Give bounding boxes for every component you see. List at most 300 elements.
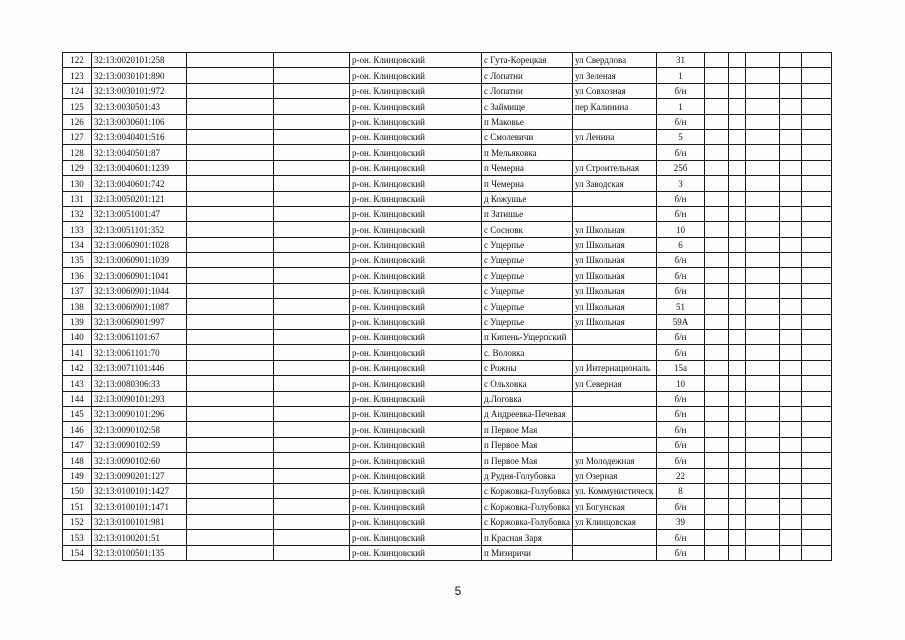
district-cell: р-он. Клинцовский (350, 160, 482, 175)
cadastral-number: 32:13:0090102:59 (92, 437, 187, 452)
page-number: 5 (454, 584, 462, 598)
empty-cell (187, 299, 274, 314)
empty-cell (705, 53, 729, 68)
street-cell (573, 114, 657, 129)
empty-cell (187, 330, 274, 345)
table-row (63, 360, 832, 375)
settlement-cell: д Кожушье (482, 191, 573, 206)
cadastral-number: 32:13:0040501:87 (92, 145, 187, 160)
empty-cell (802, 499, 832, 514)
empty-cell (746, 530, 780, 545)
table-row (63, 468, 832, 483)
street-cell (573, 406, 657, 421)
empty-cell (746, 330, 780, 345)
table-row (63, 129, 832, 144)
empty-cell (274, 499, 350, 514)
district-cell: р-он. Клинцовский (350, 83, 482, 98)
empty-cell (729, 299, 746, 314)
empty-cell (729, 406, 746, 421)
district-cell: р-он. Клинцовский (350, 360, 482, 375)
empty-cell (746, 129, 780, 144)
empty-cell (705, 330, 729, 345)
empty-cell (746, 99, 780, 114)
empty-cell (746, 176, 780, 191)
empty-cell (274, 129, 350, 144)
empty-cell (187, 514, 274, 529)
empty-cell (187, 176, 274, 191)
empty-cell (746, 391, 780, 406)
empty-cell (729, 360, 746, 375)
cadastral-number: 32:13:0060901:1087 (92, 299, 187, 314)
settlement-cell: с Ущерпье (482, 253, 573, 268)
settlement-cell: с Ущерпье (482, 283, 573, 298)
district-cell: р-он. Клинцовский (350, 191, 482, 206)
house-cell: 59А (657, 314, 705, 329)
empty-cell (746, 237, 780, 252)
cadastral-number: 32:13:0060901:1041 (92, 268, 187, 283)
district-cell: р-он. Клинцовский (350, 530, 482, 545)
house-cell: 6 (657, 237, 705, 252)
street-cell (573, 437, 657, 452)
settlement-cell: с Ущерпье (482, 314, 573, 329)
empty-cell (187, 422, 274, 437)
empty-cell (802, 376, 832, 391)
house-cell: 31 (657, 53, 705, 68)
street-cell: ул Озерная (573, 468, 657, 483)
empty-cell (274, 530, 350, 545)
empty-cell (187, 53, 274, 68)
district-cell: р-он. Клинцовский (350, 422, 482, 437)
cadastral-number: 32:13:0061101:67 (92, 330, 187, 345)
row-number: 130 (63, 176, 92, 191)
empty-cell (746, 514, 780, 529)
empty-cell (274, 114, 350, 129)
empty-cell (187, 237, 274, 252)
street-cell: ул Ленина (573, 129, 657, 144)
table-row (63, 483, 832, 498)
empty-cell (274, 99, 350, 114)
row-number: 152 (63, 514, 92, 529)
house-cell: б/н (657, 191, 705, 206)
settlement-cell: с Рожны (482, 360, 573, 375)
empty-cell (705, 268, 729, 283)
empty-cell (274, 514, 350, 529)
empty-cell (802, 145, 832, 160)
empty-cell (746, 114, 780, 129)
empty-cell (746, 206, 780, 221)
district-cell: р-он. Клинцовский (350, 453, 482, 468)
empty-cell (802, 268, 832, 283)
row-number: 131 (63, 191, 92, 206)
empty-cell (780, 299, 802, 314)
empty-cell (274, 68, 350, 83)
row-number: 126 (63, 114, 92, 129)
street-cell: ул Школьная (573, 283, 657, 298)
empty-cell (729, 483, 746, 498)
empty-cell (780, 360, 802, 375)
empty-cell (187, 268, 274, 283)
empty-cell (802, 222, 832, 237)
empty-cell (274, 406, 350, 421)
row-number: 148 (63, 453, 92, 468)
row-number: 138 (63, 299, 92, 314)
empty-cell (802, 160, 832, 175)
empty-cell (729, 253, 746, 268)
empty-cell (274, 283, 350, 298)
house-cell: 39 (657, 514, 705, 529)
settlement-cell: с Ущерпье (482, 237, 573, 252)
empty-cell (802, 114, 832, 129)
house-cell: б/н (657, 268, 705, 283)
row-number: 147 (63, 437, 92, 452)
empty-cell (802, 99, 832, 114)
street-cell: ул Интернациональ (573, 360, 657, 375)
district-cell: р-он. Клинцовский (350, 376, 482, 391)
empty-cell (705, 422, 729, 437)
register-table (62, 52, 832, 561)
street-cell: ул Заводская (573, 176, 657, 191)
table-row (63, 283, 832, 298)
empty-cell (274, 545, 350, 560)
empty-cell (705, 453, 729, 468)
empty-cell (705, 406, 729, 421)
empty-cell (187, 253, 274, 268)
settlement-cell: с Ольховка (482, 376, 573, 391)
empty-cell (746, 345, 780, 360)
empty-cell (274, 437, 350, 452)
empty-cell (780, 222, 802, 237)
settlement-cell: с Смолевичи (482, 129, 573, 144)
empty-cell (729, 314, 746, 329)
empty-cell (746, 360, 780, 375)
empty-cell (780, 68, 802, 83)
district-cell: р-он. Клинцовский (350, 176, 482, 191)
street-cell: ул Свердлова (573, 53, 657, 68)
empty-cell (187, 222, 274, 237)
house-cell: б/н (657, 437, 705, 452)
table-row (63, 422, 832, 437)
row-number: 143 (63, 376, 92, 391)
district-cell: р-он. Клинцовский (350, 145, 482, 160)
district-cell: р-он. Клинцовский (350, 514, 482, 529)
row-number: 135 (63, 253, 92, 268)
cadastral-number: 32:13:0060901:1044 (92, 283, 187, 298)
settlement-cell: с Гута-Корецкая (482, 53, 573, 68)
cadastral-number: 32:13:0090201:127 (92, 468, 187, 483)
empty-cell (274, 330, 350, 345)
empty-cell (729, 530, 746, 545)
empty-cell (187, 437, 274, 452)
empty-cell (780, 391, 802, 406)
empty-cell (274, 299, 350, 314)
district-cell: р-он. Клинцовский (350, 114, 482, 129)
table-row (63, 176, 832, 191)
empty-cell (705, 145, 729, 160)
house-cell: 8 (657, 483, 705, 498)
district-cell: р-он. Клинцовский (350, 222, 482, 237)
empty-cell (780, 145, 802, 160)
row-number: 141 (63, 345, 92, 360)
street-cell: ул Зеленая (573, 68, 657, 83)
empty-cell (187, 376, 274, 391)
empty-cell (780, 99, 802, 114)
empty-cell (187, 114, 274, 129)
empty-cell (746, 191, 780, 206)
empty-cell (705, 468, 729, 483)
empty-cell (187, 206, 274, 221)
empty-cell (802, 406, 832, 421)
settlement-cell: п Затишье (482, 206, 573, 221)
empty-cell (187, 391, 274, 406)
empty-cell (780, 53, 802, 68)
settlement-cell: п Красная Заря (482, 530, 573, 545)
empty-cell (187, 99, 274, 114)
empty-cell (780, 514, 802, 529)
empty-cell (802, 437, 832, 452)
empty-cell (802, 468, 832, 483)
empty-cell (802, 283, 832, 298)
empty-cell (729, 345, 746, 360)
empty-cell (729, 99, 746, 114)
district-cell: р-он. Клинцовский (350, 129, 482, 144)
house-cell: 1 (657, 99, 705, 114)
settlement-cell: с Займище (482, 99, 573, 114)
empty-cell (274, 376, 350, 391)
empty-cell (705, 345, 729, 360)
table-row (63, 253, 832, 268)
street-cell (573, 145, 657, 160)
empty-cell (802, 314, 832, 329)
row-number: 136 (63, 268, 92, 283)
empty-cell (780, 283, 802, 298)
empty-cell (705, 314, 729, 329)
district-cell: р-он. Клинцовский (350, 53, 482, 68)
empty-cell (780, 345, 802, 360)
empty-cell (705, 253, 729, 268)
table-row (63, 160, 832, 175)
empty-cell (746, 283, 780, 298)
empty-cell (729, 145, 746, 160)
house-cell: б/н (657, 283, 705, 298)
empty-cell (780, 422, 802, 437)
empty-cell (187, 129, 274, 144)
table-row (63, 530, 832, 545)
table-row (63, 345, 832, 360)
empty-cell (780, 176, 802, 191)
settlement-cell: п Чемерна (482, 176, 573, 191)
house-cell: 5 (657, 129, 705, 144)
cadastral-number: 32:13:0100101:1427 (92, 483, 187, 498)
cadastral-number: 32:13:0040601:742 (92, 176, 187, 191)
empty-cell (802, 176, 832, 191)
cadastral-number: 32:13:0051101:352 (92, 222, 187, 237)
cadastral-number: 32:13:0090101:296 (92, 406, 187, 421)
empty-cell (274, 222, 350, 237)
empty-cell (729, 514, 746, 529)
empty-cell (729, 268, 746, 283)
table-row (63, 514, 832, 529)
settlement-cell: п Первое Мая (482, 422, 573, 437)
cadastral-number: 32:13:0090102:60 (92, 453, 187, 468)
cadastral-number: 32:13:0100201:51 (92, 530, 187, 545)
table-row (63, 53, 832, 68)
empty-cell (274, 253, 350, 268)
empty-cell (729, 237, 746, 252)
empty-cell (274, 360, 350, 375)
empty-cell (802, 237, 832, 252)
empty-cell (187, 499, 274, 514)
empty-cell (705, 83, 729, 98)
empty-cell (187, 483, 274, 498)
row-number: 142 (63, 360, 92, 375)
empty-cell (746, 253, 780, 268)
table-row (63, 545, 832, 560)
cadastral-number: 32:13:0051001:47 (92, 206, 187, 221)
empty-cell (274, 453, 350, 468)
house-cell: б/н (657, 499, 705, 514)
cadastral-number: 32:13:0060901:1028 (92, 237, 187, 252)
cadastral-number: 32:13:0080306:33 (92, 376, 187, 391)
settlement-cell: с Ущерпье (482, 299, 573, 314)
empty-cell (780, 206, 802, 221)
empty-cell (274, 345, 350, 360)
empty-cell (187, 345, 274, 360)
house-cell: б/н (657, 453, 705, 468)
district-cell: р-он. Клинцовский (350, 314, 482, 329)
table-row (63, 406, 832, 421)
empty-cell (705, 114, 729, 129)
empty-cell (746, 376, 780, 391)
empty-cell (802, 514, 832, 529)
empty-cell (729, 545, 746, 560)
empty-cell (729, 129, 746, 144)
cadastral-number: 32:13:0100501:135 (92, 545, 187, 560)
house-cell: 22 (657, 468, 705, 483)
empty-cell (187, 406, 274, 421)
cadastral-number: 32:13:0071101:446 (92, 360, 187, 375)
empty-cell (274, 314, 350, 329)
empty-cell (729, 391, 746, 406)
empty-cell (802, 530, 832, 545)
empty-cell (746, 437, 780, 452)
empty-cell (802, 360, 832, 375)
empty-cell (729, 468, 746, 483)
district-cell: р-он. Клинцовский (350, 391, 482, 406)
empty-cell (802, 330, 832, 345)
row-number: 128 (63, 145, 92, 160)
table-row (63, 99, 832, 114)
empty-cell (802, 422, 832, 437)
row-number: 154 (63, 545, 92, 560)
empty-cell (780, 237, 802, 252)
empty-cell (802, 191, 832, 206)
empty-cell (746, 406, 780, 421)
empty-cell (705, 360, 729, 375)
table-row (63, 437, 832, 452)
row-number: 134 (63, 237, 92, 252)
empty-cell (705, 129, 729, 144)
empty-cell (746, 268, 780, 283)
empty-cell (802, 345, 832, 360)
cadastral-number: 32:13:0100101:981 (92, 514, 187, 529)
street-cell (573, 530, 657, 545)
empty-cell (274, 83, 350, 98)
empty-cell (274, 391, 350, 406)
empty-cell (729, 499, 746, 514)
empty-cell (780, 83, 802, 98)
empty-cell (746, 453, 780, 468)
empty-cell (802, 253, 832, 268)
empty-cell (780, 530, 802, 545)
empty-cell (746, 222, 780, 237)
district-cell: р-он. Клинцовский (350, 437, 482, 452)
empty-cell (187, 83, 274, 98)
empty-cell (802, 453, 832, 468)
row-number: 124 (63, 83, 92, 98)
house-cell: 51 (657, 299, 705, 314)
row-number: 145 (63, 406, 92, 421)
street-cell: ул Клинцовская (573, 514, 657, 529)
empty-cell (187, 145, 274, 160)
settlement-cell: д Андреевка-Печевая (482, 406, 573, 421)
house-cell: 10 (657, 376, 705, 391)
cadastral-number: 32:13:0060901:997 (92, 314, 187, 329)
district-cell: р-он. Клинцовский (350, 206, 482, 221)
empty-cell (187, 545, 274, 560)
house-cell: б/н (657, 345, 705, 360)
row-number: 151 (63, 499, 92, 514)
street-cell: ул Богунская (573, 499, 657, 514)
empty-cell (746, 422, 780, 437)
empty-cell (187, 283, 274, 298)
row-number: 140 (63, 330, 92, 345)
empty-cell (780, 253, 802, 268)
empty-cell (780, 160, 802, 175)
street-cell: ул Школьная (573, 237, 657, 252)
empty-cell (729, 422, 746, 437)
empty-cell (705, 483, 729, 498)
empty-cell (274, 53, 350, 68)
empty-cell (705, 99, 729, 114)
empty-cell (705, 530, 729, 545)
empty-cell (780, 330, 802, 345)
empty-cell (187, 68, 274, 83)
row-number: 139 (63, 314, 92, 329)
row-number: 153 (63, 530, 92, 545)
empty-cell (274, 176, 350, 191)
empty-cell (780, 129, 802, 144)
cadastral-number: 32:13:0030101:972 (92, 83, 187, 98)
house-cell: б/н (657, 422, 705, 437)
row-number: 144 (63, 391, 92, 406)
cadastral-number: 32:13:0030101:890 (92, 68, 187, 83)
empty-cell (802, 206, 832, 221)
empty-cell (780, 406, 802, 421)
street-cell (573, 345, 657, 360)
district-cell: р-он. Клинцовский (350, 253, 482, 268)
cadastral-number: 32:13:0040401:516 (92, 129, 187, 144)
empty-cell (187, 191, 274, 206)
district-cell: р-он. Клинцовский (350, 406, 482, 421)
house-cell: 25б (657, 160, 705, 175)
empty-cell (705, 437, 729, 452)
empty-cell (705, 545, 729, 560)
empty-cell (746, 145, 780, 160)
empty-cell (729, 206, 746, 221)
empty-cell (780, 191, 802, 206)
cadastral-number: 32:13:0020101:258 (92, 53, 187, 68)
empty-cell (746, 314, 780, 329)
